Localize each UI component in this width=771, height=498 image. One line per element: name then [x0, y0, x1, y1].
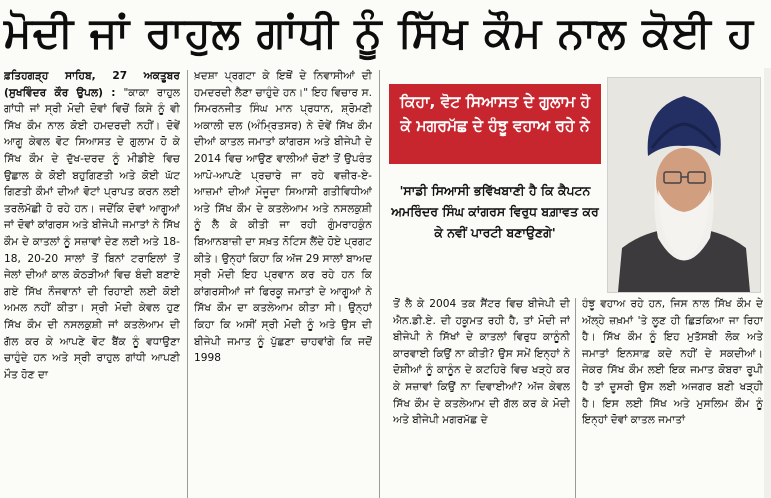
article-column-3 [393, 296, 570, 498]
article-column-4 [582, 296, 763, 498]
headline: ਮੋਦੀ ਜਾਂ ਰਾਹੁਲ ਗਾਂਧੀ ਨੂੰ ਸਿੱਖ ਕੌਮ ਨਾਲ ਕੋਈ ਹ [4, 8, 755, 57]
article-column-1 [4, 68, 180, 498]
column-divider [187, 70, 188, 498]
column-1-text: "ਕਾਕਾ ਰਾਹੁਲ ਗਾਂਧੀ ਜਾਂ ਸ੍ਰੀ ਮੋਦੀ ਦੋਵਾਂ ਵਿਚੋਂ ਕਿਸੇ ਨੂੰ ਵੀ ਸਿੱਖ ਕੌਮ ਨਾਲ ਕੋਈ ਹਮਦਰਦੀ ਨਹੀਂ। ਦੋਵੇਂ ਆਗੂ ਕੇਵਲ ਵੋਟ ਸਿਆਸਤ ਦੇ ਗੁਲਾਮ ਹੋ ਕੇ ਸਿੱਖ ਕੌਮ ਦੇ ਦੁੱਖ-ਦਰਦ ਨੂੰ ਮੀਡੀਏ ਵਿਚ ਉਛਾਲ ਕੇ ਕੋਈ ਬਹੁਗਿਣਤੀ ਅਤੇ ਕੋਈ ਘੱਟ ਗਿਣਤੀ ਕੌਮਾਂ ਦੀਆਂ ਵੋਟਾਂ ਪ੍ਰਾਪਤ ਕਰਨ ਲਈ ਤਰਲੋਮੱਛੀ ਹੋ ਰਹੇ ਹਨ। ਜਦੋਂਕਿ ਦੋਵਾਂ ਆਗੂਆਂ ਜਾਂ ਦੋਵਾਂ ਕਾਂਗਰਸ ਅਤੇ ਬੀਜੇਪੀ ਜਮਾਤਾਂ ਨੇ ਸਿੱਖ ਕੌਮ ਦੇ ਕਾਤਲਾਂ ਨੂੰ ਸਜ਼ਾਵਾਂ ਦੇਣ ਲਈ ਅਤੇ 18-18, 20-20 ਸਾਲਾਂ ਤੋਂ ਬਿਨਾਂ ਟਰਾਇਲਾਂ ਤੋਂ ਜੇਲਾਂ ਦੀਆਂ ਕਾਲ ਕੋਠੜੀਆਂ ਵਿਚ ਬੰਦੀ ਬਣਾਏ ਗਏ ਸਿੱਖ ਨੌਜਵਾਨਾਂ ਦੀ ਰਿਹਾਈ ਲਈ ਕੋਈ ਅਮਲ ਨਹੀਂ ਕੀਤਾ। ਸ੍ਰੀ ਮੋਦੀ ਕੇਵਲ ਹੁਣ ਸਿੱਖ ਕੌਮ ਦੀ ਨਸਲਕੁਸ਼ੀ ਜਾਂ ਕਤਲੇਆਮ ਦੀ ਗੱਲ ਕਰ ਕੇ ਆਪਣੇ ਵੋਟ ਬੈਂਕ ਨੂੰ ਵਧਾਉਣਾ ਚਾਹੁੰਦੇ ਹਨ ਅਤੇ ਸ੍ਰੀ ਰਾਹੁਲ ਗਾਂਧੀ ਆਪਣੀ ਮੌਤ ਹੋਣ ਦਾ [4, 86, 180, 381]
column-divider [379, 70, 380, 498]
column-2-text: ਖ਼ਦਸ਼ਾ ਪ੍ਰਗਟਾ ਕੇ ਇਥੋਂ ਦੇ ਨਿਵਾਸੀਆਂ ਦੀ ਹਮਦਰਦੀ ਲੈਣਾ ਚਾਹੁੰਦੇ ਹਨ।" ਇਹ ਵਿਚਾਰ ਸ. ਸਿਮਰਨਜੀਤ ਸਿੰਘ ਮਾਨ ਪ੍ਰਧਾਨ, ਸ਼੍ਰੋਮਣੀ ਅਕਾਲੀ ਦਲ (ਅੰਮ੍ਰਿਤਸਰ) ਨੇ ਦੋਵੇਂ ਸਿੱਖ ਕੌਮ ਦੀਆਂ ਕਾਤਲ ਜਮਾਤਾਂ ਕਾਂਗਰਸ ਅਤੇ ਬੀਜੇਪੀ ਦੇ 2014 ਵਿਚ ਆਉਣ ਵਾਲੀਆਂ ਚੋਣਾਂ ਤੋਂ ਉਪਰੰਤ ਆਪੋ-ਆਪਣੇ ਪ੍ਰਚਾਰੇ ਜਾ ਰਹੇ ਵਜ਼ੀਰ-ਏ-ਆਜ਼ਮਾਂ ਦੀਆਂ ਮੌਜੂਦਾ ਸਿਆਸੀ ਗਤੀਵਿਧੀਆਂ ਅਤੇ ਸਿੱਖ ਕੌਮ ਦੇ ਕਤਲੇਆਮ ਅਤੇ ਨਸਲਕੁਸ਼ੀ ਨੂੰ ਲੈ ਕੇ ਕੀਤੀ ਜਾ ਰਹੀ ਗੁੰਮਰਾਹਕੁੰਨ ਬਿਆਨਬਾਜ਼ੀ ਦਾ ਸਖ਼ਤ ਨੋਟਿਸ ਲੈਂਦੇ ਹੋਏ ਪ੍ਰਗਟ ਕੀਤੇ। ਉਨ੍ਹਾਂ ਕਿਹਾ ਕਿ ਅੱਜ 29 ਸਾਲਾਂ ਬਾਅਦ ਸ੍ਰੀ ਮੋਦੀ ਇਹ ਪ੍ਰਵਾਨ ਕਰ ਰਹੇ ਹਨ ਕਿ ਕਾਂਗਰਸੀਆਂ ਜਾਂ ਫਿਰਕੂ ਜਮਾਤਾਂ ਦੇ ਆਗੂਆਂ ਨੇ ਸਿੱਖ ਕੌਮ ਦਾ ਕਤਲੇਆਮ ਕੀਤਾ ਸੀ। ਉਨ੍ਹਾਂ ਕਿਹਾ ਕਿ ਅਸੀਂ ਸ੍ਰੀ ਮੋਦੀ ਨੂੰ ਅਤੇ ਉਸ ਦੀ ਬੀਜੇਪੀ ਜਮਾਤ ਨੂੰ ਪੁੱਛਣਾ ਚਾਹਵਾਂਗੇ ਕਿ ਜਦੋਂ 1998 [194, 70, 372, 365]
pull-quote: 'ਸਾਡੀ ਸਿਆਸੀ ਭਵਿੱਖਬਾਣੀ ਹੈ ਕਿ ਕੈਪਟਨ ਅਮਰਿੰਦਰ ਸਿੰਘ ਕਾਂਗਰਸ ਵਿਰੁਧ ਬਗ਼ਾਵਤ ਕਰ ਕੇ ਨਵੀਂ ਪਾਰਟੀ ਬਣਾਉਣਗੇ' [391, 183, 599, 240]
byline: ਫ਼ਤਿਹਗੜ੍ਹ ਸਾਹਿਬ, 27 ਅਕਤੂਬਰ (ਸੁਖਵਿੰਦਰ ਕੌਰ ਉਪਲ) : [4, 70, 180, 99]
page-edge [764, 68, 771, 498]
portrait-photo [607, 77, 761, 293]
portrait-illustration [608, 78, 760, 292]
subheadline-red-box: ਕਿਹਾ, ਵੋਟ ਸਿਆਸਤ ਦੇ ਗੁਲਾਮ ਹੋ ਕੇ ਮਗਰਮੱਛ ਦੇ ਹੰਝੂ ਵਹਾਅ ਰਹੇ ਨੇ [389, 84, 601, 164]
article-column-2 [194, 68, 372, 498]
column-3-text: ਤੋਂ ਲੈ ਕੇ 2004 ਤਕ ਸੈਂਟਰ ਵਿਚ ਬੀਜੇਪੀ ਦੀ ਐਨ.ਡੀ.ਏ. ਦੀ ਹਕੂਮਤ ਰਹੀ ਹੈ, ਤਾਂ ਮੋਦੀ ਜਾਂ ਬੀਜੇਪੀ ਨੇ ਸਿੱਖਾਂ ਦੇ ਕਾਤਲਾਂ ਵਿਰੁਧ ਕਾਨੂੰਨੀ ਕਾਰਵਾਈ ਕਿਉਂ ਨਾ ਕੀਤੀ? ਉਸ ਸਮੇਂ ਇਨ੍ਹਾਂ ਨੇ ਦੋਸ਼ੀਆਂ ਨੂੰ ਕਾਨੂੰਨ ਦੇ ਕਟਹਿਰੇ ਵਿਚ ਖੜ੍ਹੇ ਕਰ ਕੇ ਸਜ਼ਾਵਾਂ ਕਿਉਂ ਨਾ ਦਿਵਾਈਆਂ? ਅੱਜ ਕੇਵਲ ਸਿੱਖ ਕੌਮ ਦੇ ਕਤਲੇਆਮ ਦੀ ਗੱਲ ਕਰ ਕੇ ਮੋਦੀ ਅਤੇ ਬੀਜੇਪੀ ਮਗਰਮੱਛ ਦੇ [393, 298, 570, 427]
column-4-text: ਹੰਝੂ ਵਹਾਅ ਰਹੇ ਹਨ, ਜਿਸ ਨਾਲ ਸਿੱਖ ਕੌਮ ਦੇ ਅੱਲ੍ਹੇ ਜ਼ਖ਼ਮਾਂ 'ਤੇ ਲੂਣ ਹੀ ਛਿੜਕਿਆ ਜਾ ਰਿਹਾ ਹੈ। ਸਿੱਖ ਕੌਮ ਨੂੰ ਇਹ ਮੁਤੱਸਬੀ ਲੋਕ ਅਤੇ ਜਮਾਤਾਂ ਇਨਸਾਫ਼ ਕਦੇ ਨਹੀਂ ਦੇ ਸਕਦੀਆਂ। ਜੇਕਰ ਸਿੱਖ ਕੌਮ ਲਈ ਇਕ ਜਮਾਤ ਕੋਬਰਾ ਰੂਪੀ ਹੈ ਤਾਂ ਦੂਸਰੀ ਉਸ ਲਈ ਅਜਗਰ ਬਣੀ ਖੜ੍ਹੀ ਹੈ। ਇਸ ਲਈ ਸਿੱਖ ਅਤੇ ਮੁਸਲਿਮ ਕੌਮ ਨੂੰ ਇਨ੍ਹਾਂ ਦੋਵਾਂ ਕਾਤਲ ਜਮਾਤਾਂ [582, 298, 763, 427]
column-divider [575, 298, 576, 498]
